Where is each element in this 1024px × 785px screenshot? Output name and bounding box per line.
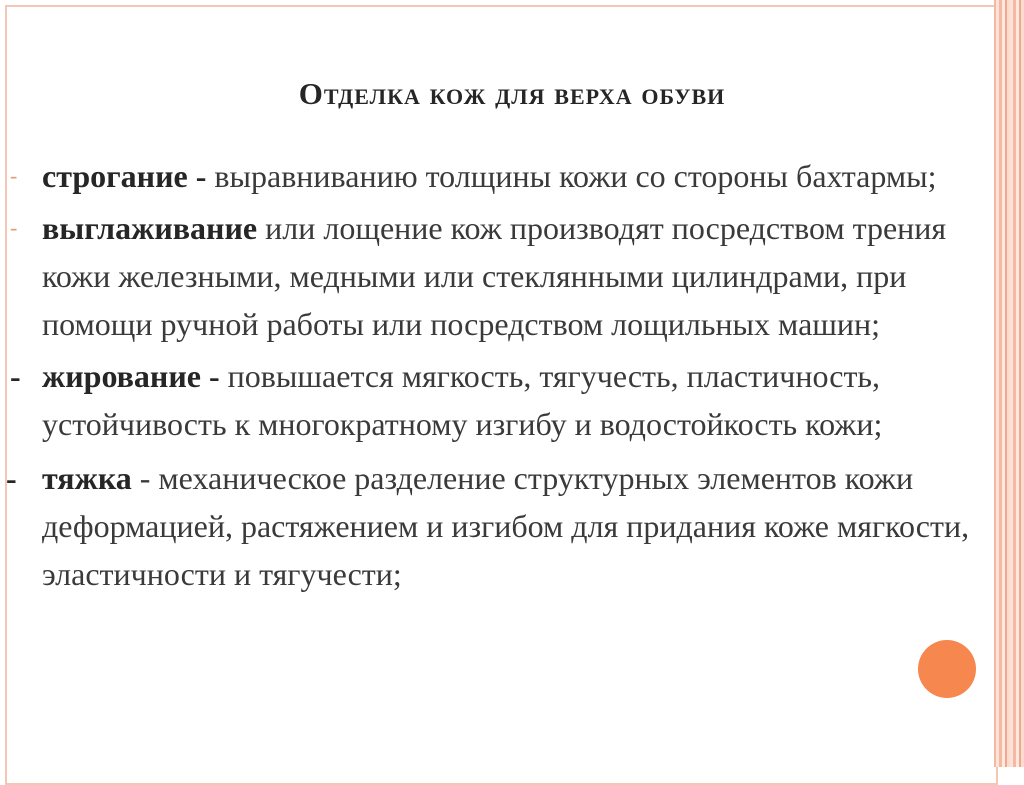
- slide-content: [0, 152, 1000, 598]
- item-term: жирование -: [42, 358, 220, 394]
- list-item-zhirovanie: [0, 352, 1000, 448]
- bullet-marker: -: [10, 358, 21, 394]
- bullet-marker: -: [6, 460, 17, 496]
- item-text: или лощение кож производят посредством трения кожи железными, медными или стеклянными цилиндрами, при помощи ручной работы или посредством лощильных машин;: [42, 210, 947, 342]
- list-item-strogaine: [0, 152, 1000, 200]
- accent-circle: [918, 640, 976, 698]
- item-term: тяжка: [42, 460, 132, 496]
- item-term: строгание -: [42, 158, 207, 194]
- list-item-vyglazhivanie: [0, 204, 1000, 348]
- slide-title: Отделка кож для верха обуви: [298, 76, 726, 111]
- bullet-marker: -: [10, 215, 18, 240]
- bullet-marker: -: [10, 163, 18, 188]
- item-text: - механическое разделение структурных элементов кожи деформацией, растяжением и изгибом для придания коже мягкости, эластичности и тягучести;: [42, 460, 970, 592]
- item-term: выглаживание: [42, 210, 258, 246]
- list-item-tyazhka: [0, 454, 1000, 598]
- decorative-stripes: [996, 0, 1024, 767]
- item-text: повышается мягкость, тягучесть, пластичность, устойчивость к многократному изгибу и водостойкость кожи;: [42, 358, 883, 442]
- item-text: выравниванию толщины кожи со стороны бахтармы;: [206, 158, 937, 194]
